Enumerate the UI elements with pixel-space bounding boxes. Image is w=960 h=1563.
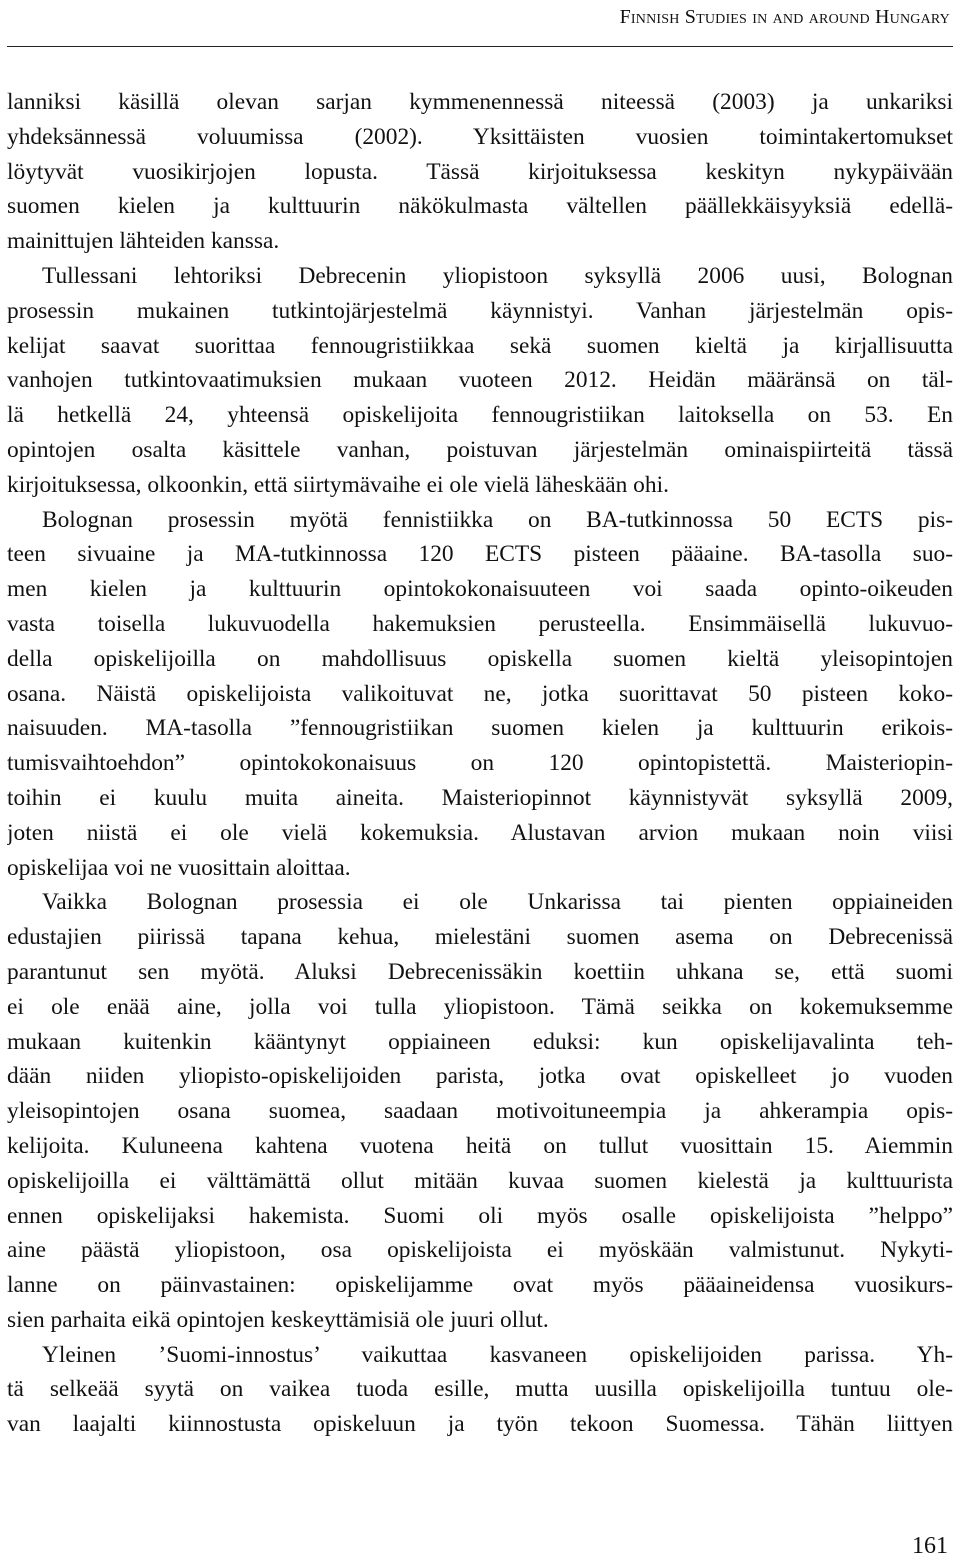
- text-line: lanniksi käsillä olevan sarjan kymmenennessä niteessä (2003) ja unkariksi: [7, 89, 953, 115]
- text-line: teen sivuaine ja MA-tutkinnossa 120 ECTS pisteen pääaine. BA-tasolla suo-: [7, 541, 953, 568]
- text-line: joten niistä ei ole vielä kokemuksia. Alustavan arvion mukaan noin viisi: [7, 819, 953, 846]
- body-text: [7, 85, 953, 1442]
- text-line: vanhojen tutkintovaatimuksien mukaan vuoteen 2012. Heidän määränsä on täl-: [7, 367, 953, 394]
- text-line: sien parhaita eikä opintojen keskeyttämisiä ole juuri ollut.: [7, 1306, 549, 1333]
- text-line: opiskelijaa voi ne vuosittain aloittaa.: [7, 854, 351, 881]
- text-line: prosessin mukainen tutkintojärjestelmä käynnistyi. Vanhan järjestelmän opis-: [7, 297, 953, 324]
- text-line: suomen kielen ja kulttuurin näkökulmasta vältellen päällekkäisyyksiä edellä-: [7, 193, 953, 220]
- text-line: kirjoituksessa, olkoonkin, että siirtymävaihe ei ole vielä läheskään ohi.: [7, 471, 669, 498]
- text-line: kelijoita. Kuluneena kahtena vuotena heitä on tullut vuosittain 15. Aiemmin: [7, 1132, 953, 1159]
- text-line: aine päästä yliopistoon, osa opiskelijoista ei myöskään valmistunut. Nykyti-: [7, 1237, 953, 1264]
- text-line: mukaan kuitenkin kääntynyt oppiaineen eduksi: kun opiskelijavalinta teh-: [7, 1028, 953, 1055]
- text-line: ennen opiskelijaksi hakemista. Suomi oli myös osalle opiskelijoista ”helppo”: [7, 1202, 953, 1229]
- text-line: mainittujen lähteiden kanssa.: [7, 228, 280, 255]
- text-line: parantunut sen myötä. Aluksi Debrecenissäkin koettiin uhkana se, että suomi: [7, 958, 953, 985]
- text-line: ei ole enää aine, jolla voi tulla yliopistoon. Tämä seikka on kokemuksemme: [7, 993, 953, 1020]
- text-line: Vaikka Bolognan prosessia ei ole Unkarissa tai pienten oppiaineiden: [42, 889, 953, 916]
- text-line: yleisopintojen osana suomea, saadaan motivoituneempia ja ahkerampia opis-: [7, 1098, 953, 1125]
- text-line: edustajien piirissä tapana kehua, mielestäni suomen asema on Debrecenissä: [7, 924, 953, 951]
- text-line: tä selkeää syytä on vaikea tuoda esille, mutta uusilla opiskelijoilla tuntuu ole-: [7, 1376, 953, 1403]
- text-line: Yleinen ’Suomi-innostus’ vaikuttaa kasvaneen opiskelijoiden parissa. Yh-: [42, 1341, 953, 1368]
- text-line: dään niiden yliopisto-opiskelijoiden parista, jotka ovat opiskelleet jo vuoden: [7, 1063, 953, 1090]
- text-line: della opiskelijoilla on mahdollisuus opiskella suomen kieltä yleisopintojen: [7, 645, 953, 672]
- text-line: opintojen osalta käsittele vanhan, poistuvan järjestelmän ominaispiirteitä tässä: [7, 436, 953, 463]
- text-line: tumisvaihtoehdon” opintokokonaisuus on 120 opintopistettä. Maisteriopin-: [7, 750, 953, 777]
- text-line: osana. Näistä opiskelijoista valikoituvat ne, jotka suorittavat 50 pisteen koko-: [7, 680, 953, 707]
- text-line: van laajalti kiinnostusta opiskeluun ja työn tekoon Suomessa. Tähän liittyen: [7, 1411, 953, 1438]
- text-line: yhdeksännessä voluumissa (2002). Yksittäisten vuosien toimintakertomukset: [7, 123, 953, 150]
- text-line: toihin ei kuulu muita aineita. Maisteriopinnot käynnistyvät syksyllä 2009,: [7, 784, 953, 811]
- text-line: vasta toisella lukuvuodella hakemuksien perusteella. Ensimmäisellä lukuvuo-: [7, 610, 953, 637]
- page-number: 161: [912, 1533, 948, 1559]
- header-rule: [7, 46, 953, 47]
- text-line: Bolognan prosessin myötä fennistiikka on BA-tutkinnossa 50 ECTS pis-: [42, 506, 953, 533]
- running-header: Finnish Studies in and around Hungary: [619, 6, 950, 28]
- text-line: Tullessani lehtoriksi Debrecenin yliopistoon syksyllä 2006 uusi, Bolognan: [42, 262, 953, 289]
- text-line: lä hetkellä 24, yhteensä opiskelijoita fennougristiikan laitoksella on 53. En: [7, 402, 953, 429]
- text-line: opiskelijoilla ei välttämättä ollut mitään kuvaa suomen kielestä ja kulttuurista: [7, 1167, 953, 1194]
- text-line: lanne on päinvastainen: opiskelijamme ovat myös pääaineidensa vuosikurs-: [7, 1272, 953, 1299]
- text-line: naisuuden. MA-tasolla ”fennougristiikan suomen kielen ja kulttuurin erikois-: [7, 715, 953, 742]
- text-line: men kielen ja kulttuurin opintokokonaisuuteen voi saada opinto-oikeuden: [7, 576, 953, 603]
- text-line: kelijat saavat suorittaa fennougristiikkaa sekä suomen kieltä ja kirjallisuutta: [7, 332, 953, 359]
- text-line: löytyvät vuosikirjojen lopusta. Tässä kirjoituksessa keskityn nykypäivään: [7, 158, 953, 185]
